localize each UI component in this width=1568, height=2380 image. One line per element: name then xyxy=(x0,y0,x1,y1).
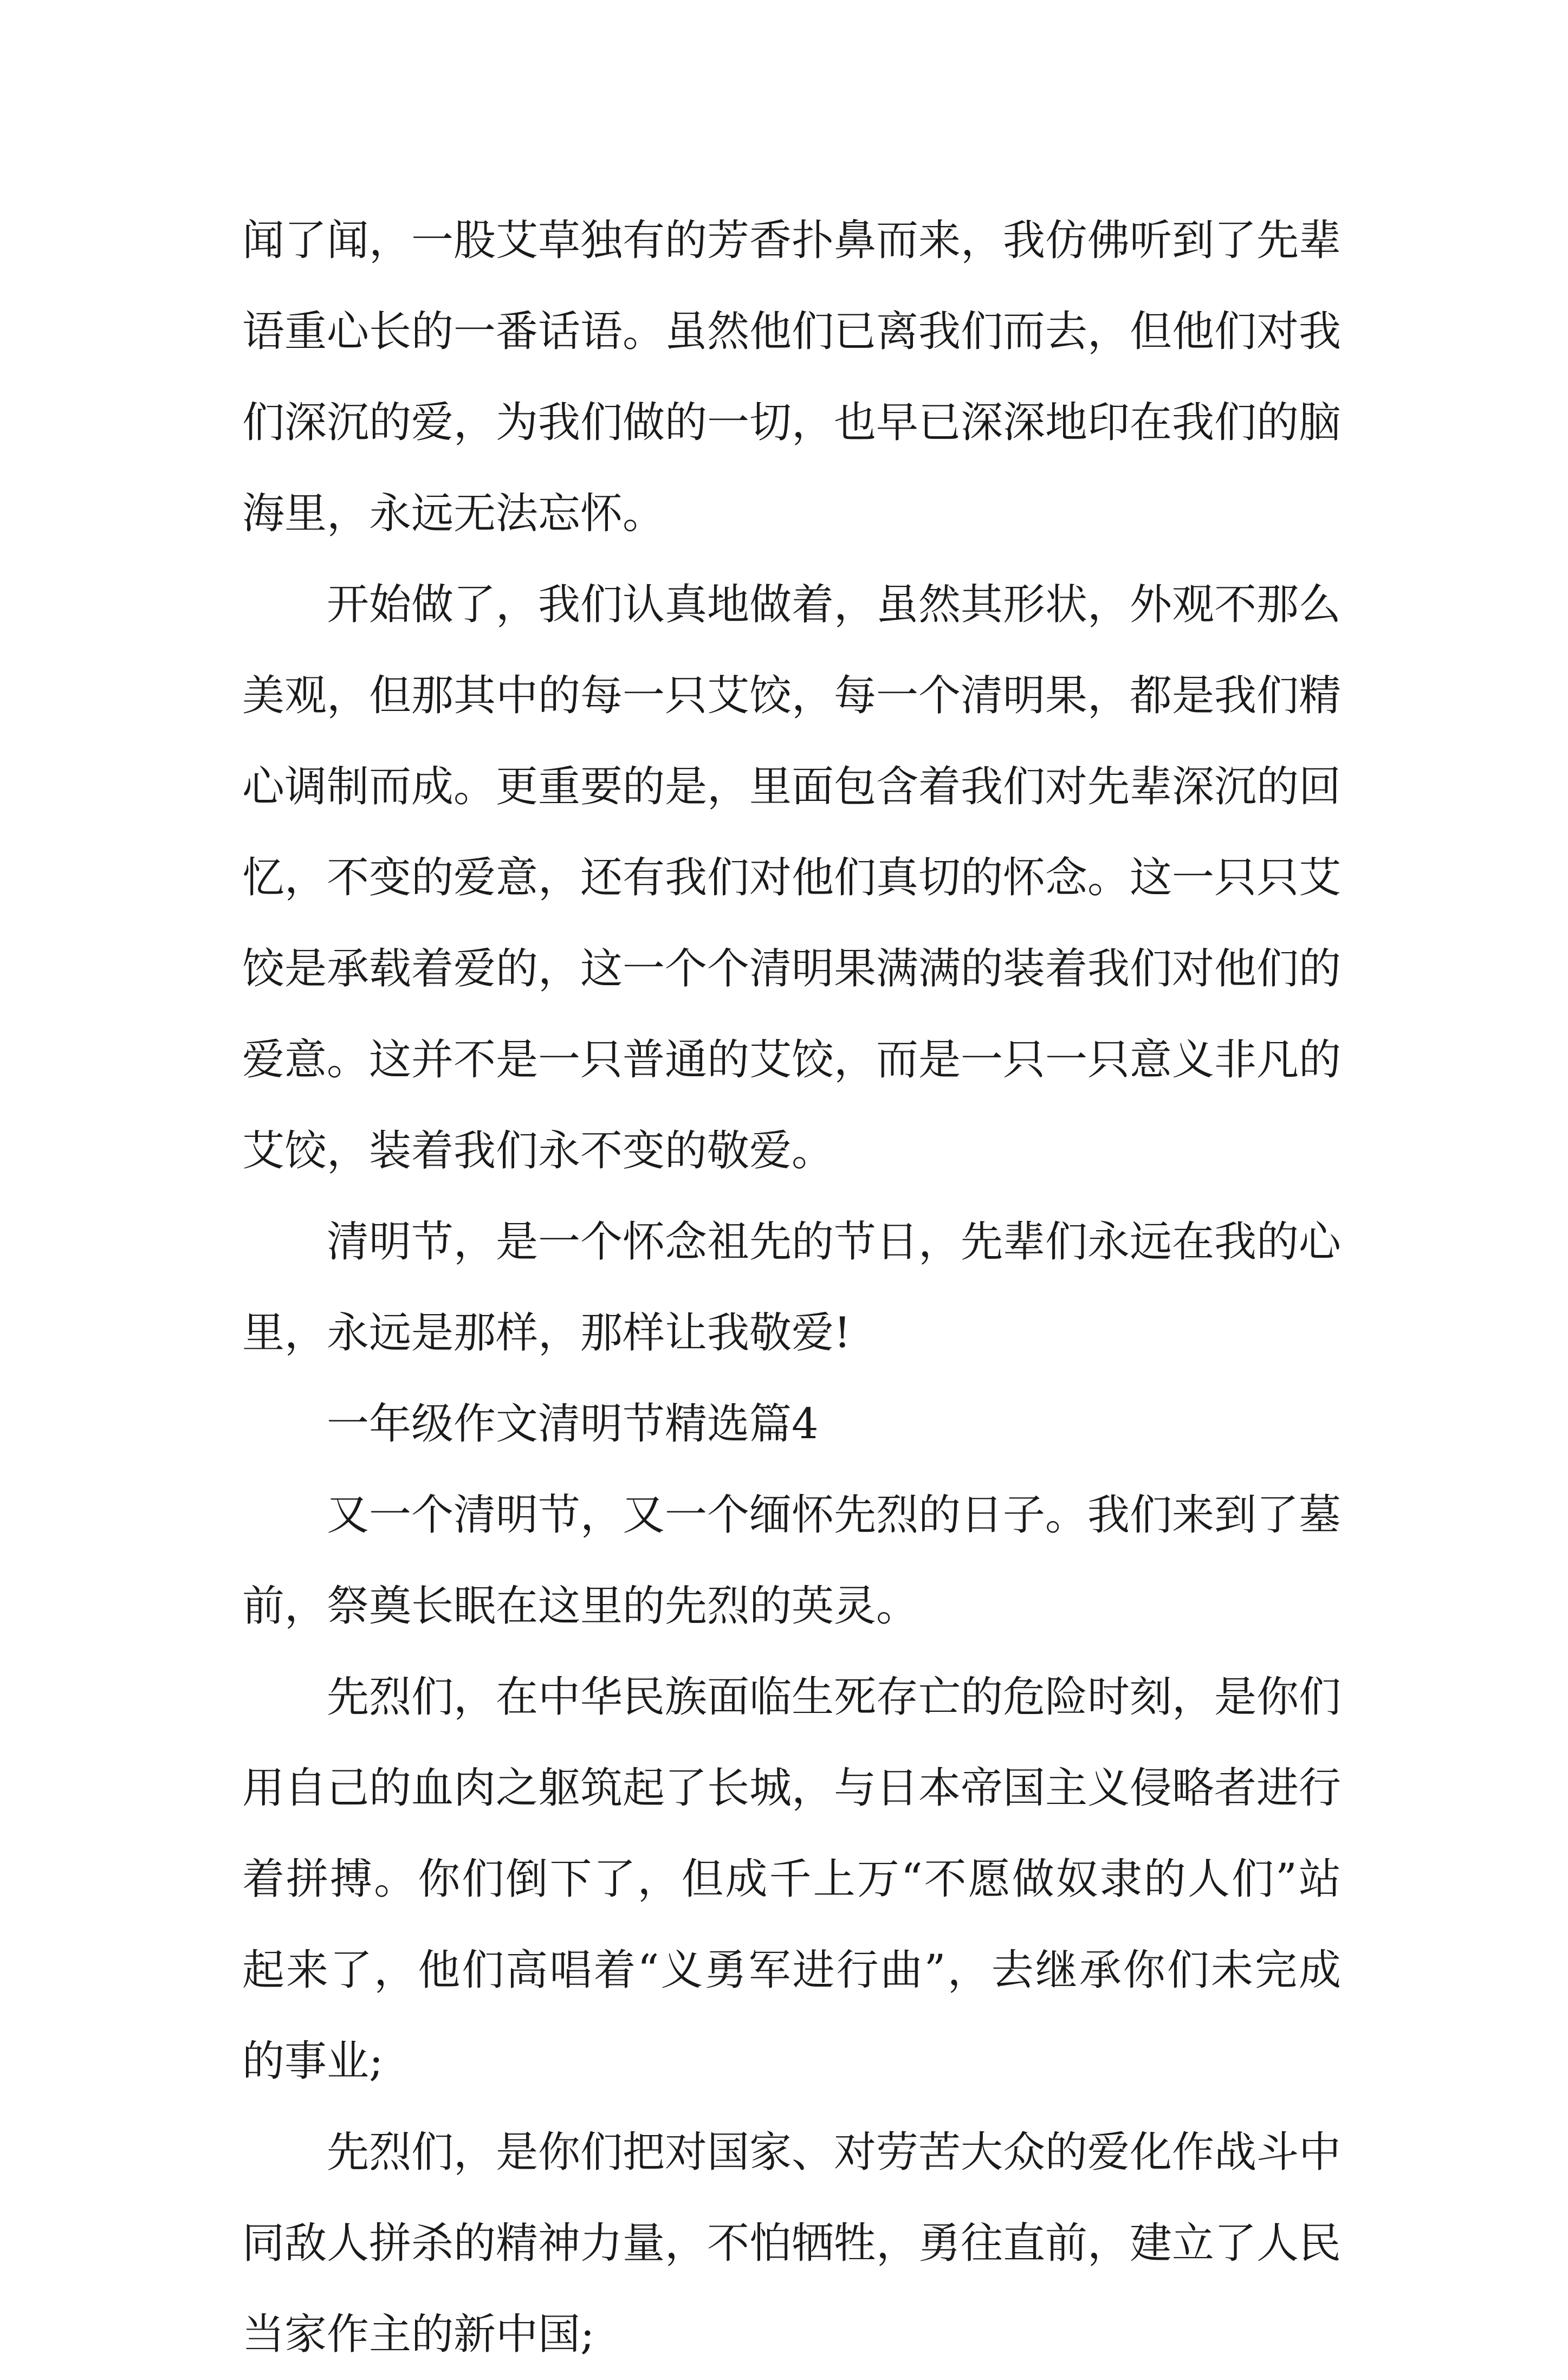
paragraph: 又一个清明节，又一个缅怀先烈的日子。我们来到了墓前，祭奠长眠在这里的先烈的英灵。 xyxy=(242,1491,1342,1631)
paragraph: 清明节，是一个怀念祖先的节日，先辈们永远在我的心里，永远是那样，那样让我敬爱! xyxy=(242,1218,1342,1357)
section-heading: 一年级作文清明节精选篇4 xyxy=(327,1400,819,1448)
paragraph-continued: 闻了闻，一股艾草独有的芳香扑鼻而来，我仿佛听到了先辈语重心长的一番话语。虽然他们已离我们而去，但他们对我们深沉的爱，为我们做的一切，也早已深深地印在我们的脑海里，永远无法忘怀。 xyxy=(242,216,1342,538)
body-text xyxy=(242,195,1341,2380)
paragraph: 开始做了，我们认真地做着，虽然其形状，外观不那么美观，但那其中的每一只艾饺，每一个清明果，都是我们精心调制而成。更重要的是，里面包含着我们对先辈深沉的回忆，不变的爱意，还有我们对他们真切的怀念。这一只只艾饺是承载着爱的，这一个个清明果满满的装着我们对他们的爱意。这并不是一只普通的艾饺，而是一只一只意义非凡的艾饺，装着我们永不变的敬爱。 xyxy=(242,580,1342,1175)
paragraph: 先烈们，是你们把对国家、对劳苦大众的爱化作战斗中同敌人拼杀的精神力量，不怕牺牲，勇往直前，建立了人民当家作主的新中国; xyxy=(242,2128,1342,2359)
paragraph: 先烈们，在中华民族面临生死存亡的危险时刻，是你们用自己的血肉之躯筑起了长城，与日本帝国主义侵略者进行着拼搏。你们倒下了，但成千上万“不愿做奴隶的人们”站起来了，他们高唱着“义勇军进行曲”，去继承你们未完成的事业; xyxy=(242,1673,1342,2086)
